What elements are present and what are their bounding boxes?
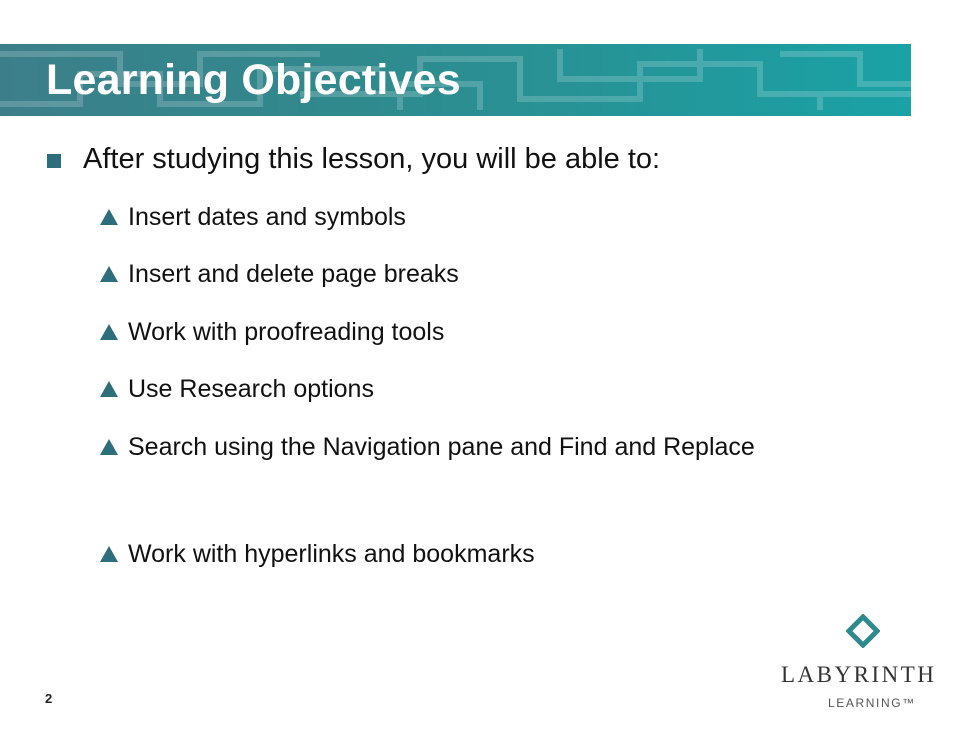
triangle-bullet-icon xyxy=(100,324,118,340)
objective-item xyxy=(100,370,848,408)
triangle-bullet-icon xyxy=(100,209,118,225)
objective-text: Insert and delete page breaks xyxy=(128,260,459,288)
page-number: 2 xyxy=(45,691,53,706)
triangle-bullet-icon xyxy=(100,546,118,562)
objective-text: Work with proofreading tools xyxy=(128,318,445,346)
objective-item xyxy=(100,313,848,351)
objective-text: Use Research options xyxy=(128,375,374,403)
slide-title: Learning Objectives xyxy=(46,56,461,104)
intro-text: After studying this lesson, you will be able to: xyxy=(83,143,661,175)
labyrinth-logo xyxy=(780,610,960,720)
objective-text: Work with hyperlinks and bookmarks xyxy=(128,540,535,568)
logo-wordmark: LABYRINTH xyxy=(781,662,937,687)
triangle-bullet-icon xyxy=(100,381,118,397)
objective-item xyxy=(100,424,818,471)
logo-subtitle: LEARNING™ xyxy=(828,696,916,710)
triangle-bullet-icon xyxy=(100,266,118,282)
square-bullet-icon xyxy=(47,154,61,168)
objective-item xyxy=(100,535,848,573)
title-banner xyxy=(0,44,911,116)
objective-item xyxy=(100,255,848,293)
objective-text: Search using the Navigation pane and Find and Replace xyxy=(128,433,755,461)
diamond-logo-icon xyxy=(846,614,880,648)
triangle-bullet-icon xyxy=(100,439,118,455)
objective-item xyxy=(100,198,848,236)
intro-bullet xyxy=(47,139,660,179)
objective-text: Insert dates and symbols xyxy=(128,203,406,231)
